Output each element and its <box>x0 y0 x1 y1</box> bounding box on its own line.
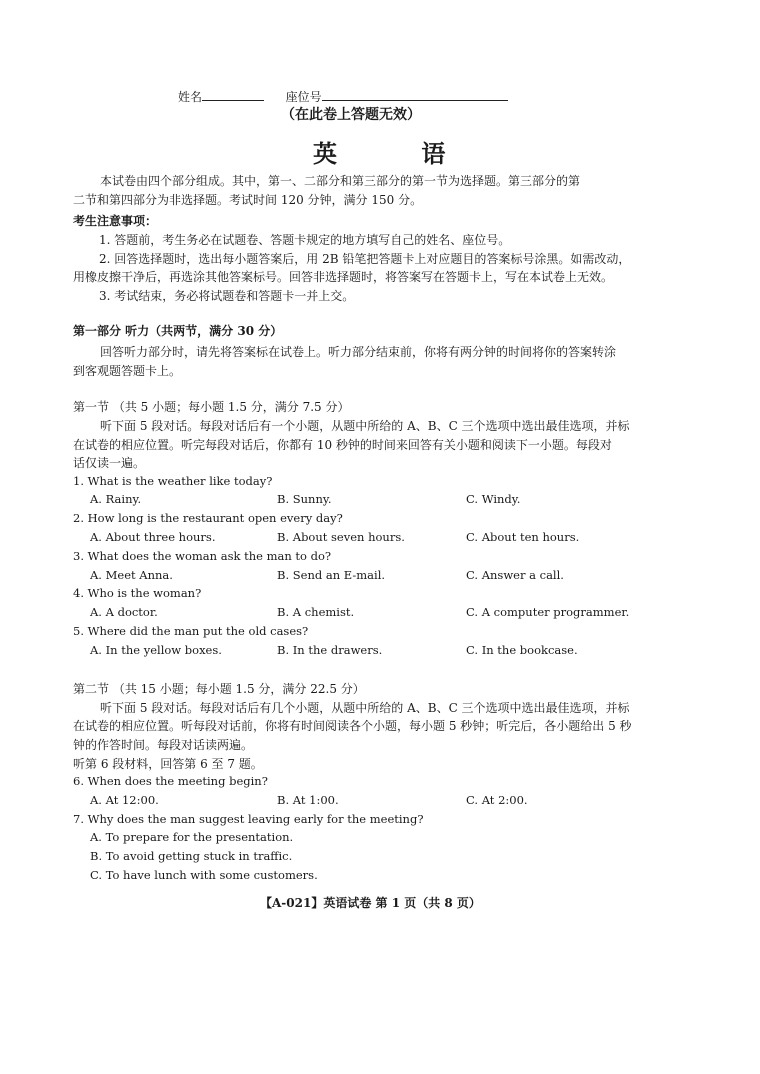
q5-option-a: A. In the yellow boxes. <box>90 643 222 657</box>
q6-option-c: C. At 2:00. <box>466 793 528 807</box>
q3-option-a: A. Meet Anna. <box>90 568 173 582</box>
question-1: 1. What is the weather like today? <box>73 474 273 488</box>
section2-desc-1: 听下面 5 段对话。每段对话后有几个小题，从题中所给的 A、B、C 三个选项中选出最佳选项，并标 <box>100 701 630 715</box>
question-4: 4. Who is the woman? <box>73 586 202 600</box>
name-field <box>178 86 508 105</box>
q4-option-a: A. A doctor. <box>90 605 158 619</box>
name-label: 姓名 <box>178 90 203 104</box>
question-5: 5. Where did the man put the old cases? <box>73 624 309 638</box>
q3-option-b: B. Send an E-mail. <box>277 568 386 582</box>
intro-line-1: 本试卷由四个部分组成。其中，第一、二部分和第三部分的第一节为选择题。第三部分的第 <box>100 174 581 188</box>
q1-option-c: C. Windy. <box>466 492 521 506</box>
question-6: 6. When does the meeting begin? <box>73 774 268 788</box>
note-3: 3. 考试结束，务必将试题卷和答题卡一并上交。 <box>99 289 355 303</box>
q4-option-c: C. A computer programmer. <box>466 605 630 619</box>
part1-desc-2: 到客观题答题卡上。 <box>73 364 182 378</box>
q1-option-b: B. Sunny. <box>277 492 332 506</box>
section1-desc-3: 话仅读一遍。 <box>73 456 146 470</box>
q5-option-c: C. In the bookcase. <box>466 643 578 657</box>
seat-label: 座位号 <box>285 90 322 104</box>
q3-option-c: C. Answer a call. <box>466 568 564 582</box>
note-2a: 2. 回答选择题时，选出每小题答案后，用 2B 铅笔把答题卡上对应题目的答案标号涂黑。如需改动， <box>99 252 631 266</box>
name-blank <box>202 86 264 101</box>
part1-desc-1: 回答听力部分时，请先将答案标在试卷上。听力部分结束前，你将有两分钟的时间将你的答案转涂 <box>100 345 617 359</box>
q2-option-c: C. About ten hours. <box>466 530 580 544</box>
notes-heading: 考生注意事项： <box>73 214 158 228</box>
q1-option-a: A. Rainy. <box>90 492 142 506</box>
q6-option-a: A. At 12:00. <box>90 793 159 807</box>
notice: （在此卷上答题无效） <box>281 107 421 123</box>
q6-option-b: B. At 1:00. <box>277 793 339 807</box>
material-intro: 听第 6 段材料，回答第 6 至 7 题。 <box>73 757 263 771</box>
q7-option-b: B. To avoid getting stuck in traffic. <box>90 849 293 863</box>
q7-option-a: A. To prepare for the presentation. <box>90 830 294 844</box>
part1-heading: 第一部分 听力（共两节，满分 30 分） <box>73 324 283 338</box>
section1-heading: 第一节 （共 5 小题；每小题 1.5 分，满分 7.5 分） <box>73 400 350 414</box>
q7-option-c: C. To have lunch with some customers. <box>90 868 318 882</box>
question-2: 2. How long is the restaurant open every day? <box>73 511 343 525</box>
q5-option-b: B. In the drawers. <box>277 643 383 657</box>
section1-desc-1: 听下面 5 段对话。每段对话后有一个小题，从题中所给的 A、B、C 三个选项中选出最佳选项，并标 <box>100 419 630 433</box>
note-1: 1. 答题前，考生务必在试题卷、答题卡规定的地方填写自己的姓名、座位号。 <box>99 233 511 247</box>
question-3: 3. What does the woman ask the man to do? <box>73 549 332 563</box>
page-footer: 【A-021】英语试卷 第 1 页（共 8 页） <box>260 896 481 910</box>
note-2b: 用橡皮擦干净后，再选涂其他答案标号。回答非选择题时，将答案写在答题卡上，写在本试卷上无效。 <box>73 270 614 284</box>
seat-blank <box>322 86 508 101</box>
section2-desc-2: 在试卷的相应位置。听每段对话前，你将有时间阅读各个小题，每小题 5 秒钟；听完后，各小题给出 5 秒 <box>73 719 632 733</box>
page-title: 英 语 <box>313 139 484 168</box>
intro-line-2: 二节和第四部分为非选择题。考试时间 120 分钟，满分 150 分。 <box>73 193 423 207</box>
q4-option-b: B. A chemist. <box>277 605 355 619</box>
section2-heading: 第二节 （共 15 小题；每小题 1.5 分，满分 22.5 分） <box>73 682 365 696</box>
question-7: 7. Why does the man suggest leaving early for the meeting? <box>73 812 424 826</box>
section2-desc-3: 钟的作答时间。每段对话读两遍。 <box>73 738 254 752</box>
q2-option-a: A. About three hours. <box>90 530 216 544</box>
section1-desc-2: 在试卷的相应位置。听完每段对话后，你都有 10 秒钟的时间来回答有关小题和阅读下一小题。每段对 <box>73 438 612 452</box>
q2-option-b: B. About seven hours. <box>277 530 405 544</box>
